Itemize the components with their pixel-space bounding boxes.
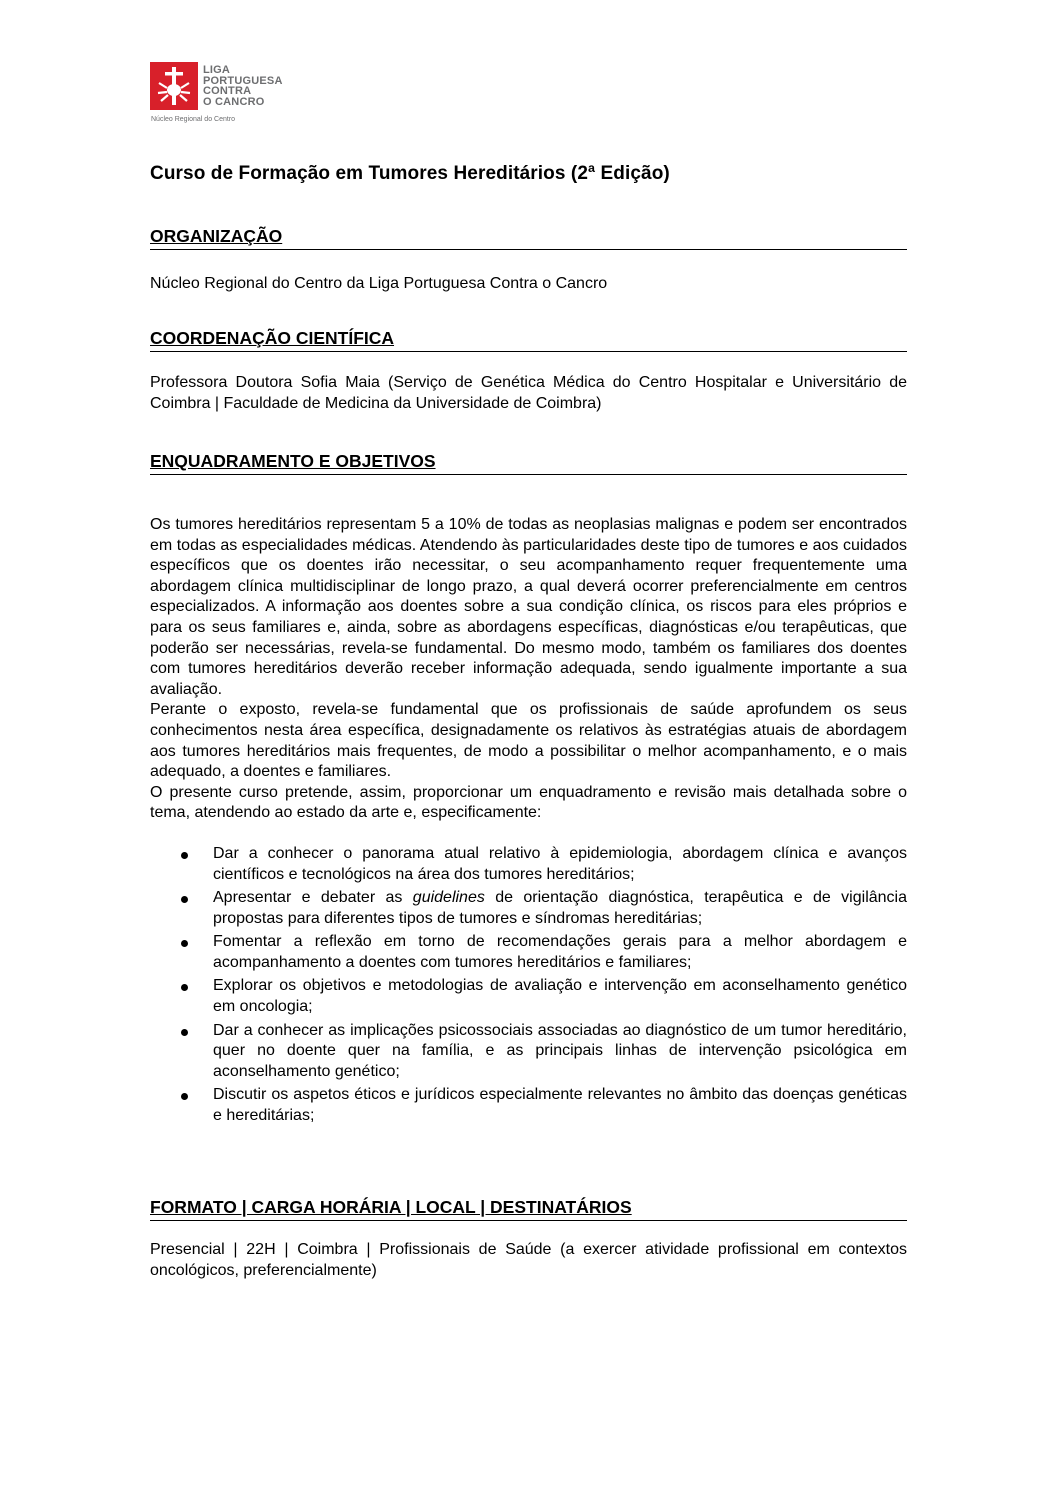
objectives-list [150,844,907,1127]
section-formato [150,1196,907,1281]
list-item-text-em: guidelines [412,889,485,907]
logo-subtitle: Núcleo Regional do Centro [151,116,236,123]
list-item [150,976,907,1017]
section-text: Núcleo Regional do Centro da Liga Portuguesa Contra o Cancro [150,275,608,292]
bullet-icon [181,1029,188,1036]
list-item-text-post: de orientação diagnóstica, terapêutica e de vigilância propostas para diferentes tipos de tumores e síndromas hereditárias; [213,889,907,927]
logo-line: PORTUGUESA [203,74,283,87]
section-organizacao [150,225,907,295]
list-item-text: Dar a conhecer as implicações psicossociais associadas ao diagnóstico de um tumor hereditário, quer no doente quer na família, e as principais linhas de intervenção psicológica em aconselhamento genético; [213,1021,907,1080]
section-heading: FORMATO | CARGA HORÁRIA | LOCAL | DESTINATÁRIOS [150,1196,907,1221]
list-item-text: Dar a conhecer o panorama atual relativo à epidemiologia, abordagem clínica e avanços científicos e tecnológicos na área dos tumores hereditários; [213,844,907,883]
section-heading: ENQUADRAMENTO E OBJETIVOS [150,450,907,475]
paragraph: Os tumores hereditários representam 5 a 10% de todas as neoplasias malignas e podem ser encontrados em todas as especialidades médicas. Atendendo às particularidades deste tipo de tumores e aos cuidados específicos que os doentes irão necessitar, o seu acompanhamento requer frequentemente uma abordagem clínica multidisciplinar de longo prazo, a qual deverá ocorrer preferencialmente em centros especializados. A informação aos doentes sobre a sua condição clínica, os riscos para eles próprios e para os seus familiares e, ainda, sobre as abordagens específicas, diagnósticas e/ou terapêuticas, que poderão ser necessárias, revela-se fundamental. Do mesmo modo, também os familiares dos doentes com tumores hereditários deverão receber informação adequada, sendo igualmente importante a sua avaliação. [150,516,907,698]
list-item-text: Fomentar a reflexão em torno de recomendações gerais para a melhor abordagem e acompanhamento a doentes com tumores hereditários e familiares; [213,933,907,971]
logo-line: CONTRA [203,85,252,97]
section-heading: ORGANIZAÇÃO [150,225,907,250]
list-item-text: Discutir os aspetos éticos e jurídicos especialmente relevantes no âmbito das doenças genéticas e hereditárias; [213,1086,907,1125]
logo [150,62,300,128]
list-item-text-pre: Apresentar e debater as [213,889,413,907]
section-enquadramento [150,450,907,1130]
cross-crab-icon [150,62,198,110]
list-item [150,844,907,885]
bullet-icon [181,940,188,947]
list-item [150,932,907,973]
list-item [150,1021,907,1083]
bullet-icon [181,852,188,859]
section-coordenacao [150,327,907,414]
bullet-icon [181,984,188,991]
logo-line: LIGA [203,64,231,76]
section-text: Presencial | 22H | Coimbra | Profissionais de Saúde (a exercer atividade profissional em contextos oncológicos, preferencialmente) [150,1241,907,1279]
paragraph: Perante o exposto, revela-se fundamental que os profissionais de saúde aprofundem os seus conhecimentos nesta área específica, designadamente os relativos às estratégias atuais de abordagem aos tumores hereditários mais frequentes, de modo a possibilitar o melhor acompanhamento, e o mais adequado, a doentes e familiares. [150,701,907,781]
logo-mark [150,62,198,110]
list-item [150,888,907,929]
logo-line: O CANCRO [203,95,265,108]
bullet-icon [181,896,188,903]
logo-wordmark [203,65,283,107]
section-text: Professora Doutora Sofia Maia (Serviço de Genética Médica do Centro Hospitalar e Universitário de Coimbra | Faculdade de Medicina da Universidade de Coimbra) [150,374,907,412]
bullet-icon [181,1093,188,1100]
paragraph: O presente curso pretende, assim, proporcionar um enquadramento e revisão mais detalhada sobre o tema, atendendo ao estado da arte e, especificamente: [150,783,907,822]
document-title: Curso de Formação em Tumores Hereditários (2ª Edição) [150,163,670,184]
section-heading: COORDENAÇÃO CIENTÍFICA [150,327,907,352]
list-item-text: Explorar os objetivos e metodologias de avaliação e intervenção em aconselhamento genético em oncologia; [213,977,907,1016]
list-item [150,1085,907,1126]
